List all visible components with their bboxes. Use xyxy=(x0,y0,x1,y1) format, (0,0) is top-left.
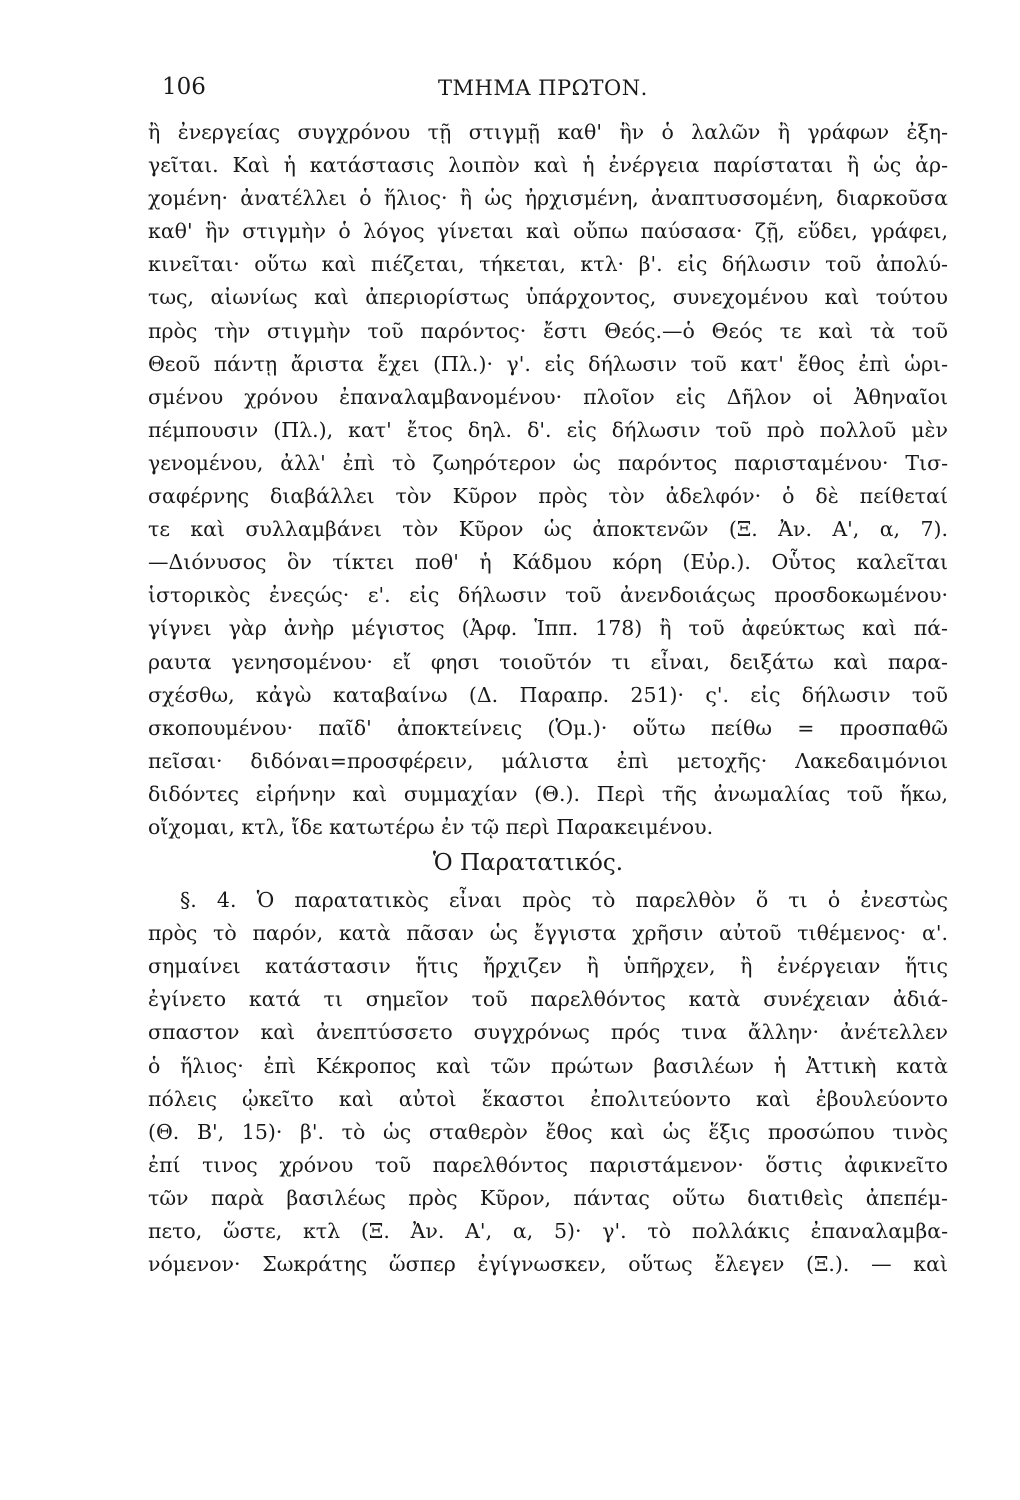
text-line: τως, αἰωνίως καὶ ἀπεριορίστως ὑπάρχοντος, συνεχομένου καὶ τούτου xyxy=(148,285,948,310)
text-line: §. 4. Ὁ παρατατικὸς εἶναι πρὸς τὸ παρελθὸν ὅ τι ὁ ἐνεστὼς xyxy=(180,888,948,913)
text-line: πρὸς τὴν στιγμὴν τοῦ παρόντος· ἔστι Θεός.—ὁ Θεός τε καὶ τὰ τοῦ xyxy=(148,318,948,343)
text-line: τε καὶ συλλαμβάνει τὸν Κῦρον ὡς ἀποκτενῶν (Ξ. Ἀν. Α', α, 7). xyxy=(148,517,948,542)
text-line: γίγνει γὰρ ἀνὴρ μέγιστος (Ἀρφ. Ἱππ. 178) ἢ τοῦ ἀφεύκτως καὶ πά- xyxy=(148,616,948,641)
text-line: διδόντες εἰρήνην καὶ συμμαχίαν (Θ.). Περὶ τῆς ἀνωμαλίας τοῦ ἥκω, xyxy=(148,781,948,806)
text-line: σχέσθω, κἀγὼ καταβαίνω (Δ. Παραπρ. 251)· ς'. εἰς δήλωσιν τοῦ xyxy=(148,682,948,707)
text-line: τῶν παρὰ βασιλέως πρὸς Κῦρον, πάντας οὕτω διατιθεὶς ἀπεπέμ- xyxy=(148,1185,948,1210)
running-title: ΤΜΗΜΑ ΠΡΩΤΟΝ. xyxy=(438,76,648,100)
text-line: ἐπί τινος χρόνου τοῦ παρελθόντος παριστάμενον· ὅστις ἀφικνεῖτο xyxy=(148,1152,948,1177)
text-line: πετο, ὥστε, κτλ (Ξ. Ἀν. Α', α, 5)· γ'. τὸ πολλάκις ἐπαναλαμβα- xyxy=(148,1219,948,1243)
text-line: κινεῖται· οὕτω καὶ πιέζεται, τήκεται, κτλ· β'. εἰς δήλωσιν τοῦ ἀπολύ- xyxy=(148,252,948,277)
body-text xyxy=(148,116,948,1281)
text-line: ἢ ἐνεργείας συγχρόνου τῇ στιγμῇ καθ' ἣν ὁ λαλῶν ἢ γράφων ἐξη- xyxy=(148,120,948,144)
page-header xyxy=(148,68,948,108)
text-line: πόλεις ᾠκεῖτο καὶ αὐτοὶ ἕκαστοι ἐπολιτεύοντο καὶ ἐβουλεύοντο xyxy=(148,1086,948,1111)
text-line: χομένη· ἀνατέλλει ὁ ἥλιος· ἢ ὡς ἠρχισμένη, ἀναπτυσσομένη, διαρκοῦσα xyxy=(148,186,948,211)
text-line: σμένου χρόνου ἐπαναλαμβανομένου· πλοῖον εἰς Δῆλον οἱ Ἀθηναῖοι xyxy=(148,384,948,409)
text-line: σαφέρνης διαβάλλει τὸν Κῦρον πρὸς τὸν ἀδελφόν· ὁ δὲ πείθεταί xyxy=(148,484,948,509)
text-line: γενομένου, ἀλλ' ἐπὶ τὸ ζωηρότερον ὡς παρόντος παρισταμένου· Τισ- xyxy=(148,450,948,475)
text-line: γεῖται. Καὶ ἡ κατάστασις λοιπὸν καὶ ἡ ἐνέργεια παρίσταται ἢ ὡς ἀρ- xyxy=(148,153,948,178)
text-line: πεῖσαι· διδόναι=προσφέρειν, μάλιστα ἐπὶ μετοχῆς· Λακεδαιμόνιοι xyxy=(148,748,948,773)
page-number: 106 xyxy=(162,74,206,100)
text-line: σημαίνει κατάστασιν ἥτις ἤρχιζεν ἢ ὑπῆρχεν, ἢ ἐνέργειαν ἥτις xyxy=(148,954,948,979)
section-heading: Ὁ Παρατατικός. xyxy=(432,850,624,877)
text-line: σκοπουμένου· παῖδ' ἀποκτείνεις (Ὁμ.)· οὕτω πείθω = προσπαθῶ xyxy=(148,715,948,740)
text-line: νόμενον· Σωκράτης ὥσπερ ἐγίγνωσκεν, οὕτως ἔλεγεν (Ξ.). — καὶ xyxy=(148,1252,948,1277)
text-line: ἱστορικὸς ἐνεςώς· ε'. εἰς δήλωσιν τοῦ ἀνενδοιάςως προσδοκωμένου· xyxy=(148,583,948,608)
text-line: —Διόνυσος ὃν τίκτει ποθ' ἡ Κάδμου κόρη (Εὐρ.). Οὗτος καλεῖται xyxy=(148,550,948,575)
text-line: (Θ. Β', 15)· β'. τὸ ὡς σταθερὸν ἔθος καὶ ὡς ἕξις προσώπου τινὸς xyxy=(148,1119,948,1144)
text-line: ὁ ἥλιος· ἐπὶ Κέκροπος καὶ τῶν πρώτων βασιλέων ἡ Ἀττικὴ κατὰ xyxy=(148,1053,948,1078)
text-line: οἴχομαι, κτλ, ἴδε κατωτέρω ἐν τῷ περὶ Παρακειμένου. xyxy=(148,814,714,839)
text-line: πρὸς τὸ παρόν, κατὰ πᾶσαν ὡς ἔγγιστα χρῆσιν αὐτοῦ τιθέμενος· α'. xyxy=(148,921,948,946)
text-line: ραυτα γενησομένου· εἴ φησι τοιοῦτόν τι εἶναι, δειξάτω καὶ παρα- xyxy=(148,649,948,674)
text-line: πέμπουσιν (Πλ.), κατ' ἔτος δηλ. δ'. εἰς δήλωσιν τοῦ πρὸ πολλοῦ μὲν xyxy=(148,417,948,442)
text-line: σπαστον καὶ ἀνεπτύσσετο συγχρόνως πρός τινα ἄλλην· ἀνέτελλεν xyxy=(148,1020,948,1045)
text-line: Θεοῦ πάντῃ ἄριστα ἔχει (Πλ.)· γ'. εἰς δήλωσιν τοῦ κατ' ἔθος ἐπὶ ὡρι- xyxy=(148,351,948,376)
text-line: ἐγίνετο κατά τι σημεῖον τοῦ παρελθόντος κατὰ συνέχειαν ἀδιά- xyxy=(148,987,948,1012)
text-line: καθ' ἣν στιγμὴν ὁ λόγος γίνεται καὶ οὔπω παύσασα· ζῇ, εὕδει, γράφει, xyxy=(148,219,948,244)
book-page xyxy=(148,68,948,1281)
